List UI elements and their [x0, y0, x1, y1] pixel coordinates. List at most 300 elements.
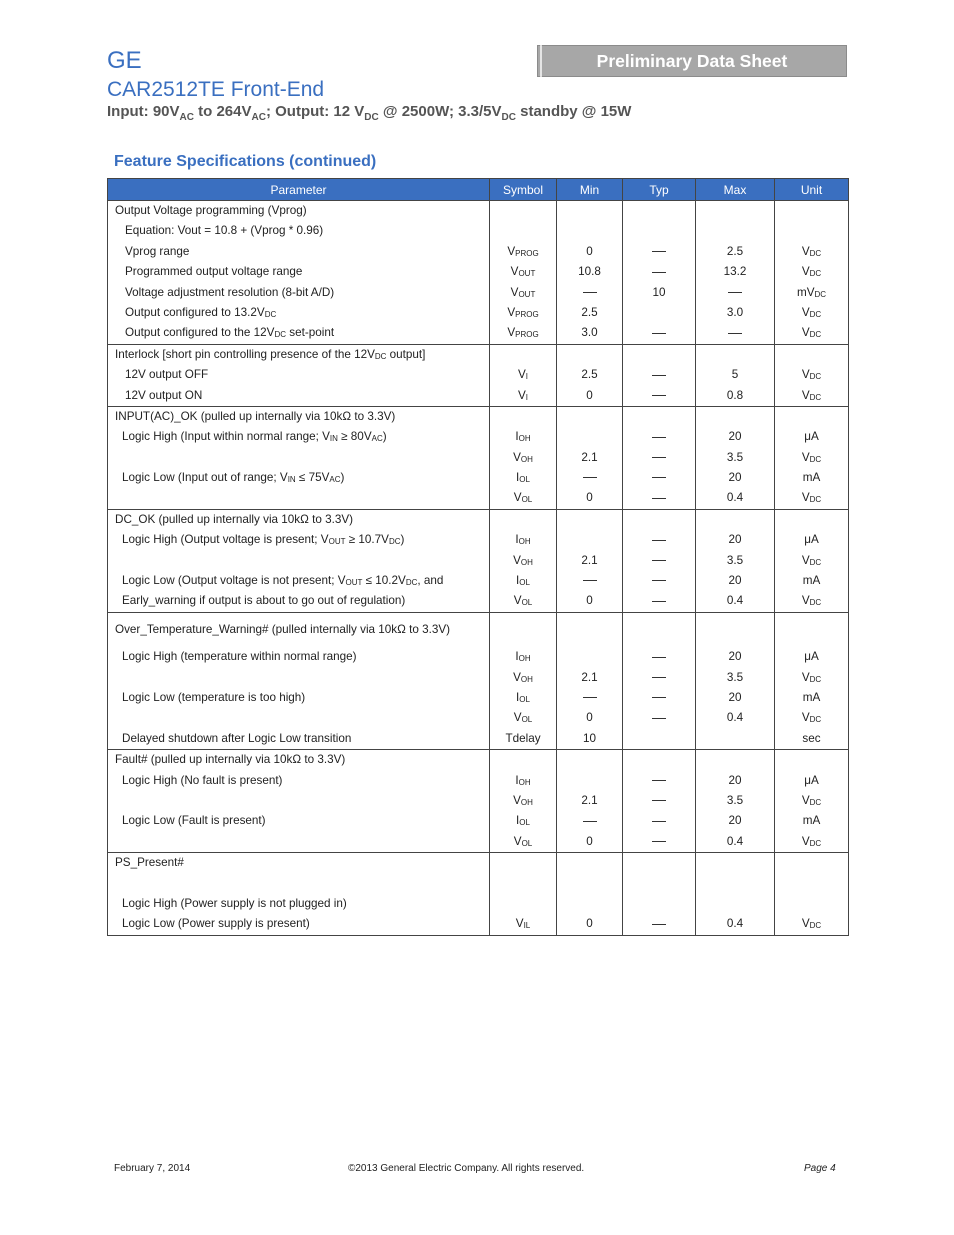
unit-value — [775, 510, 848, 530]
param-line: Logic Low (Power supply is present) — [122, 917, 310, 931]
symbol-value — [490, 874, 556, 894]
typ-value — [623, 688, 695, 708]
param-line: Logic High (No fault is present) — [122, 773, 283, 787]
symbol-value — [490, 853, 556, 873]
min-value — [557, 853, 622, 873]
param-cell — [108, 201, 490, 345]
dash-mark — [583, 292, 597, 293]
param-line: Over_Temperature_Warning# (pulled internally via 10kΩ to 3.3V) — [115, 622, 451, 636]
symbol-value: VOL — [513, 491, 533, 505]
param-line — [108, 668, 489, 688]
min-value — [557, 640, 622, 647]
unit-value: VDC — [801, 594, 822, 608]
symbol-value: VPROG — [507, 244, 539, 258]
symbol-value: VPROG — [507, 305, 539, 319]
footer-copyright: ©2013 General Electric Company. All rights reserved. — [348, 1163, 585, 1174]
unit-value: mA — [802, 471, 821, 485]
dash-mark — [652, 251, 666, 252]
symbol-cell — [490, 853, 557, 936]
typ-value — [623, 832, 695, 852]
param-cell — [108, 509, 490, 612]
param-line — [108, 613, 489, 620]
spec-group — [108, 612, 849, 749]
dash-mark — [652, 272, 666, 273]
typ-value — [623, 811, 695, 831]
min-value: 2.5 — [581, 305, 598, 319]
param-line: Output Voltage programming (Vprog) — [115, 204, 307, 217]
dash-mark — [652, 697, 666, 698]
unit-value: mA — [802, 574, 821, 588]
dash-mark — [728, 292, 742, 293]
max-value: 3.5 — [726, 450, 744, 464]
max-value — [696, 750, 774, 770]
min-value — [557, 407, 622, 427]
min-cell — [557, 201, 623, 345]
min-value: 0 — [586, 244, 593, 258]
symbol-value — [490, 345, 556, 365]
max-value — [696, 345, 774, 365]
col-header-unit: Unit — [775, 179, 849, 201]
typ-value — [623, 262, 695, 282]
max-value: 20 — [728, 574, 742, 588]
typ-value — [623, 488, 695, 508]
spec-group — [108, 344, 849, 406]
min-value: 0 — [586, 388, 593, 402]
min-value: 0 — [586, 917, 593, 931]
symbol-value: VOUT — [510, 285, 536, 299]
symbol-value: VOL — [513, 594, 533, 608]
dash-mark — [652, 498, 666, 499]
min-value — [557, 427, 622, 447]
max-value — [696, 613, 774, 620]
typ-value — [623, 551, 695, 571]
unit-value: mA — [802, 814, 821, 828]
symbol-value: IOH — [515, 533, 531, 547]
max-value — [696, 894, 774, 914]
dash-mark — [652, 437, 666, 438]
typ-value — [623, 242, 695, 262]
min-value: 10.8 — [578, 265, 601, 279]
param-line: Interlock [short pin controlling presence of the 12VDC output] — [115, 347, 426, 361]
max-value: 20 — [728, 814, 742, 828]
symbol-value: IOH — [515, 430, 531, 444]
typ-value — [623, 427, 695, 447]
param-line: Logic High (Output voltage is present; VOUT ≥ 10.7VDC) — [122, 533, 405, 547]
dash-mark — [652, 457, 666, 458]
min-value — [557, 894, 622, 914]
min-cell — [557, 509, 623, 612]
table-header-row — [108, 179, 849, 201]
unit-value: sec — [802, 731, 821, 745]
symbol-cell — [490, 406, 557, 509]
dash-mark — [583, 697, 597, 698]
typ-value — [623, 914, 695, 934]
typ-value — [623, 201, 695, 221]
max-value: 3.0 — [726, 305, 744, 319]
spec-group — [108, 750, 849, 853]
typ-value — [623, 448, 695, 468]
min-value — [557, 468, 622, 488]
unit-value: μA — [804, 430, 819, 444]
max-value: 0.4 — [726, 834, 744, 848]
max-value: 13.2 — [723, 265, 747, 279]
typ-cell — [623, 406, 696, 509]
dash-mark — [652, 560, 666, 561]
param-line — [108, 791, 489, 811]
max-value — [696, 510, 774, 530]
max-value: 2.5 — [726, 244, 744, 258]
unit-cell — [775, 406, 849, 509]
max-value — [696, 221, 774, 241]
max-value: 3.5 — [726, 553, 744, 567]
dash-mark — [652, 924, 666, 925]
param-line: Output configured to the 12VDC set-point — [125, 326, 335, 340]
typ-cell — [623, 750, 696, 853]
product-ratings: Input: $90V_{AC}$ to $264V_{AC}$; Output: 12 $V_{DC}$ @ 2500W; $3.3/5V_{DC}$ standby @ 15W — [107, 103, 632, 123]
max-value: 3.5 — [726, 670, 744, 684]
unit-value — [775, 620, 848, 640]
min-value — [557, 688, 622, 708]
typ-value — [623, 729, 695, 749]
typ-cell — [623, 201, 696, 345]
symbol-value: VPROG — [507, 326, 539, 340]
param-line — [108, 708, 489, 728]
param-line: Logic High (Input within normal range; VIN ≥ 80VAC) — [122, 430, 387, 444]
dash-mark — [652, 477, 666, 478]
unit-value: VDC — [801, 368, 822, 382]
unit-value: VDC — [801, 834, 822, 848]
symbol-value: IOL — [516, 690, 530, 704]
dash-mark — [652, 677, 666, 678]
max-value: 20 — [728, 533, 742, 547]
max-value: 0.8 — [726, 388, 744, 402]
min-value: 2.1 — [581, 793, 598, 807]
typ-value — [623, 468, 695, 488]
feature-spec-table — [107, 178, 849, 936]
param-line: PS_Present# — [115, 856, 184, 870]
dash-mark — [583, 821, 597, 822]
spec-group — [108, 509, 849, 612]
unit-cell — [775, 853, 849, 936]
param-line: 12V output ON — [125, 388, 203, 402]
unit-value: μA — [804, 533, 819, 547]
dash-mark — [728, 333, 742, 334]
unit-value — [775, 853, 848, 873]
param-line — [108, 551, 489, 571]
param-line: INPUT(AC)_OK (pulled up internally via 10kΩ to 3.3V) — [115, 409, 396, 423]
param-line: Logic Low (Input out of range; VIN ≤ 75VAC) — [122, 471, 345, 485]
max-value — [696, 407, 774, 427]
max-value — [696, 201, 774, 221]
param-cell — [108, 344, 490, 406]
max-value: 20 — [728, 773, 742, 787]
typ-value: 10 — [652, 285, 666, 299]
symbol-value: VOL — [513, 834, 533, 848]
typ-cell — [623, 344, 696, 406]
unit-value — [775, 221, 848, 241]
max-value: 20 — [728, 690, 742, 704]
param-line: Logic Low (Output voltage is not present; VOUT ≤ 10.2VDC, and — [122, 574, 444, 588]
symbol-value — [490, 894, 556, 914]
symbol-cell — [490, 344, 557, 406]
dash-mark — [652, 395, 666, 396]
typ-value — [623, 386, 695, 406]
unit-value: mVDC — [796, 285, 827, 299]
dash-mark — [652, 718, 666, 719]
min-value — [557, 811, 622, 831]
unit-value — [775, 874, 848, 894]
max-cell — [696, 750, 775, 853]
unit-value: VDC — [801, 553, 822, 567]
min-value — [557, 750, 622, 770]
unit-cell — [775, 509, 849, 612]
param-line: 12V output OFF — [125, 368, 209, 382]
typ-value — [623, 221, 695, 241]
symbol-value — [490, 750, 556, 770]
max-value: 0.4 — [726, 491, 744, 505]
footer-page-number: Page 4 — [804, 1163, 836, 1174]
col-header-min: Min — [557, 179, 623, 201]
unit-value: μA — [804, 650, 819, 664]
symbol-value: IOL — [516, 471, 530, 485]
symbol-value — [490, 407, 556, 427]
min-value: 0 — [586, 491, 593, 505]
typ-value — [623, 407, 695, 427]
symbol-value: IOL — [516, 574, 530, 588]
max-cell — [696, 853, 775, 936]
symbol-value — [490, 640, 556, 647]
typ-value — [623, 647, 695, 667]
dash-mark — [652, 780, 666, 781]
typ-value — [623, 365, 695, 385]
unit-value — [775, 407, 848, 427]
param-line: Output configured to 13.2VDC — [125, 305, 277, 319]
unit-value: VDC — [801, 917, 822, 931]
max-cell — [696, 344, 775, 406]
min-value — [557, 874, 622, 894]
max-cell — [696, 406, 775, 509]
symbol-value — [490, 613, 556, 620]
symbol-value: IOH — [515, 773, 531, 787]
min-value: 2.1 — [581, 553, 598, 567]
typ-cell — [623, 853, 696, 936]
typ-value — [623, 620, 695, 640]
unit-value — [775, 345, 848, 365]
symbol-cell — [490, 201, 557, 345]
typ-value — [623, 750, 695, 770]
typ-value — [623, 323, 695, 343]
typ-value — [623, 771, 695, 791]
unit-value — [775, 894, 848, 914]
table-row — [108, 612, 849, 749]
max-value — [696, 729, 774, 749]
unit-value: VDC — [801, 711, 822, 725]
min-value — [557, 771, 622, 791]
symbol-value — [490, 221, 556, 241]
unit-value — [775, 613, 848, 620]
max-value — [696, 323, 774, 343]
param-line — [108, 832, 489, 852]
min-value — [557, 510, 622, 530]
unit-cell — [775, 201, 849, 345]
param-cell — [108, 853, 490, 936]
symbol-cell — [490, 612, 557, 749]
unit-value: VDC — [801, 244, 822, 258]
unit-value: VDC — [801, 265, 822, 279]
param-line: DC_OK (pulled up internally via 10kΩ to 3.3V) — [115, 512, 354, 526]
dash-mark — [652, 821, 666, 822]
max-value: 20 — [728, 430, 742, 444]
min-value: 0 — [586, 594, 593, 608]
unit-cell — [775, 612, 849, 749]
max-value: 0.4 — [726, 711, 744, 725]
max-value — [696, 283, 774, 303]
spec-group — [108, 853, 849, 936]
param-line: Fault# (pulled up internally via 10kΩ to 3.3V) — [115, 753, 346, 767]
min-cell — [557, 344, 623, 406]
max-cell — [696, 201, 775, 345]
unit-value — [775, 201, 848, 221]
dash-mark — [652, 375, 666, 376]
min-cell — [557, 612, 623, 749]
param-line: Logic High (Power supply is not plugged in) — [122, 896, 347, 910]
min-value: 10 — [582, 731, 596, 745]
col-header-typ: Typ — [623, 179, 696, 201]
table-row — [108, 406, 849, 509]
spec-group — [108, 406, 849, 509]
dash-mark — [652, 333, 666, 334]
dash-mark — [583, 580, 597, 581]
typ-value — [623, 303, 695, 323]
typ-value — [623, 571, 695, 591]
footer-date: February 7, 2014 — [114, 1163, 191, 1174]
unit-value: VDC — [801, 491, 822, 505]
min-value — [557, 283, 622, 303]
param-line — [108, 448, 489, 468]
param-cell — [108, 612, 490, 749]
min-value — [557, 647, 622, 667]
typ-value — [623, 874, 695, 894]
min-value — [557, 201, 622, 221]
typ-value — [623, 613, 695, 620]
typ-value — [623, 345, 695, 365]
table-row — [108, 853, 849, 936]
max-cell — [696, 612, 775, 749]
max-value — [696, 620, 774, 640]
typ-value — [623, 640, 695, 647]
symbol-value: VOUT — [510, 265, 536, 279]
min-value — [557, 221, 622, 241]
symbol-value: VOH — [513, 553, 533, 567]
typ-value — [623, 591, 695, 611]
brand-logo-text: GE — [107, 47, 142, 74]
param-line: Equation: Vout = 10.8 + (Vprog * 0.96) — [125, 224, 324, 238]
typ-value — [623, 853, 695, 873]
param-line — [108, 874, 489, 894]
param-line: Voltage adjustment resolution (8-bit A/D) — [125, 285, 335, 299]
max-value: 3.5 — [726, 793, 744, 807]
param-line — [108, 488, 489, 508]
max-value — [696, 853, 774, 873]
param-line: Programmed output voltage range — [125, 265, 303, 279]
dash-mark — [652, 540, 666, 541]
symbol-value — [490, 620, 556, 640]
unit-value — [775, 750, 848, 770]
symbol-cell — [490, 509, 557, 612]
spec-group — [108, 201, 849, 345]
dash-mark — [652, 580, 666, 581]
min-value — [557, 571, 622, 591]
max-value — [696, 874, 774, 894]
min-value — [557, 620, 622, 640]
min-cell — [557, 853, 623, 936]
dash-mark — [652, 601, 666, 602]
unit-value: VDC — [801, 793, 822, 807]
dash-mark — [652, 800, 666, 801]
typ-value — [623, 510, 695, 530]
param-line: Delayed shutdown after Logic Low transition — [122, 731, 352, 745]
symbol-value: VIL — [515, 917, 531, 931]
max-value: 20 — [728, 650, 742, 664]
preliminary-banner — [537, 45, 847, 77]
section-title: Feature Specifications (continued) — [114, 153, 377, 170]
min-value — [557, 345, 622, 365]
min-value: 2.1 — [581, 670, 598, 684]
unit-cell — [775, 344, 849, 406]
unit-value: VDC — [801, 670, 822, 684]
max-value: 5 — [731, 368, 739, 382]
max-value: 0.4 — [726, 917, 744, 931]
param-line: Early_warning if output is about to go out of regulation) — [122, 594, 406, 608]
param-line: Logic High (temperature within normal range) — [122, 650, 357, 664]
product-title: CAR2512TE Front-End — [107, 78, 325, 101]
symbol-value: VOH — [513, 793, 533, 807]
symbol-value: IOH — [515, 650, 531, 664]
max-cell — [696, 509, 775, 612]
min-value: 2.5 — [581, 368, 598, 382]
symbol-value — [490, 201, 556, 221]
max-value — [696, 640, 774, 647]
dash-mark — [652, 657, 666, 658]
max-value: 0.4 — [726, 594, 744, 608]
symbol-value: VOL — [513, 711, 533, 725]
unit-value: VDC — [801, 450, 822, 464]
unit-value: μA — [804, 773, 819, 787]
symbol-cell — [490, 750, 557, 853]
typ-cell — [623, 509, 696, 612]
unit-cell — [775, 750, 849, 853]
param-line: Logic Low (temperature is too high) — [122, 690, 306, 704]
col-header-symbol: Symbol — [490, 179, 557, 201]
typ-value — [623, 708, 695, 728]
banner-label: Preliminary Data Sheet — [596, 50, 788, 71]
table-row — [108, 344, 849, 406]
max-value: 20 — [728, 471, 742, 485]
symbol-value: VI — [517, 388, 529, 402]
min-value — [557, 530, 622, 550]
table-row — [108, 201, 849, 345]
unit-value: VDC — [801, 305, 822, 319]
symbol-value: VI — [517, 368, 529, 382]
typ-cell — [623, 612, 696, 749]
table-row — [108, 509, 849, 612]
typ-value — [623, 894, 695, 914]
symbol-value: VOH — [513, 450, 533, 464]
dash-mark — [652, 841, 666, 842]
symbol-value: VOH — [513, 670, 533, 684]
dash-mark — [583, 477, 597, 478]
col-header-parameter: Parameter — [108, 179, 490, 201]
